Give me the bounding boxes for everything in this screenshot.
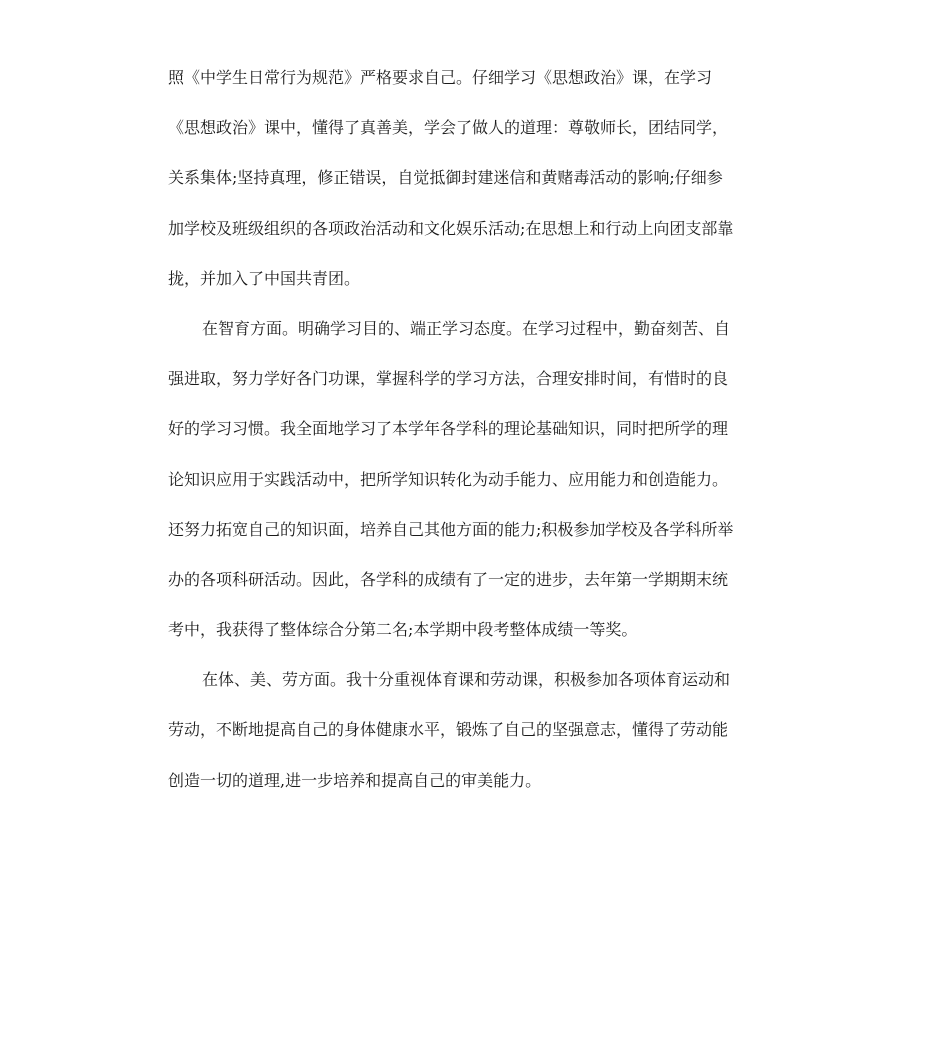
text-line: 拢，并加入了中国共青团。 [168, 268, 361, 288]
text-line: 好的学习习惯。我全面地学习了本学年各学科的理论基础知识，同时把所学的理 [168, 419, 729, 439]
text-line: 关系集体;坚持真理，修正错误，自觉抵御封建迷信和黄赌毒活动的影响;仔细参 [168, 168, 723, 188]
document-body [168, 58, 788, 811]
text-line: 加学校及班级组织的各项政治活动和文化娱乐活动;在思想上和行动上向团支部靠 [168, 218, 734, 238]
text-line: 还努力拓宽自己的知识面，培养自己其他方面的能力;积极参加学校及各学科所举 [168, 519, 734, 539]
text-line: 强进取，努力学好各门功课，掌握科学的学习方法，合理安排时间，有惜时的良 [168, 369, 729, 389]
text-line: 《思想政治》课中，懂得了真善美，学会了做人的道理：尊敬师长，团结同学， [168, 118, 729, 138]
text-line: 创造一切的道理,进一步培养和提高自己的审美能力。 [168, 770, 542, 790]
text-line: 劳动，不断地提高自己的身体健康水平，锻炼了自己的坚强意志，懂得了劳动能 [168, 720, 729, 740]
paragraph-start-line: 在体、美、劳方面。我十分重视体育课和劳动课，积极参加各项体育运动和 [202, 670, 731, 690]
text-line: 办的各项科研活动。因此，各学科的成绩有了一定的进步，去年第一学期期末统 [168, 569, 729, 589]
text-line: 照《中学生日常行为规范》严格要求自己。仔细学习《思想政治》课，在学习 [168, 68, 713, 87]
text-line: 考中，我获得了整体综合分第二名;本学期中段考整体成绩一等奖。 [168, 620, 638, 640]
text-line: 论知识应用于实践活动中，把所学知识转化为动手能力、应用能力和创造能力。 [168, 469, 729, 489]
paragraph-start-line: 在智育方面。明确学习目的、端正学习态度。在学习过程中，勤奋刻苦、自 [202, 318, 731, 338]
